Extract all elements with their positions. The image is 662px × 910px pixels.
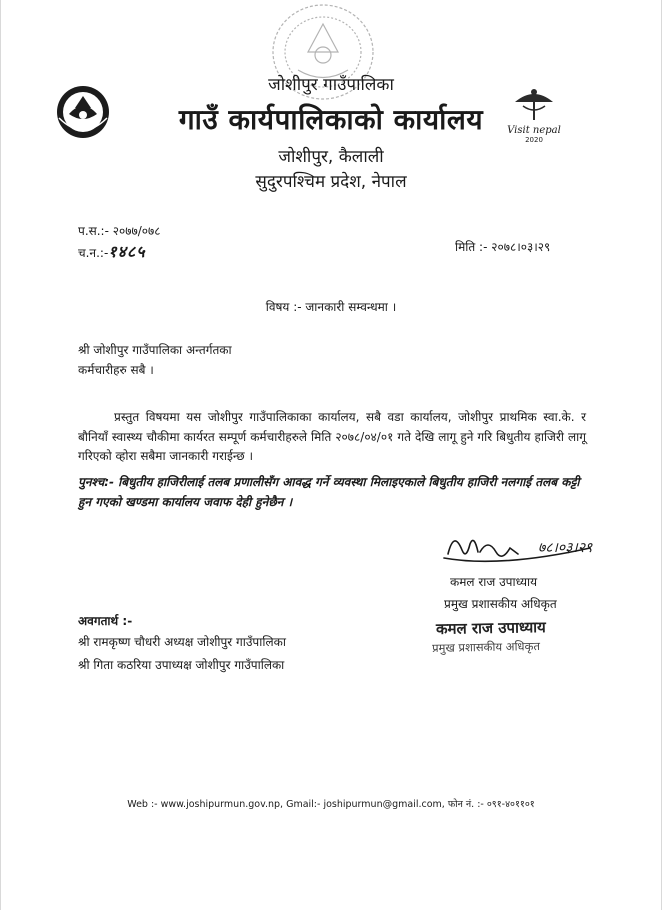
handwritten-signature [440,522,600,574]
cc-item: श्री रामकृष्ण चौधरी अध्यक्ष जोशीपुर गाउँपालिका [78,635,286,649]
dispatch-number [78,240,146,262]
municipality-name: जोशीपुर गाउँपालिका [268,75,394,95]
name-stamp: कमल राज उपाध्याय [435,618,546,638]
province-country: सुदुरपश्चिम प्रदेश, नेपाल [255,172,407,192]
letter-date: मिति :- २०७८।०३।२९ [455,240,551,254]
designation-stamp: प्रमुख प्रशासकीय अधिकृत [431,639,541,655]
body-paragraph [78,408,586,467]
recipient-line-1: श्री जोशीपुर गाउँपालिका अन्तर्गतका [78,343,232,357]
reference-number: प.स.:- २०७७/०७८ [78,224,161,238]
office-location: जोशीपुर, कैलाली [278,147,384,167]
visit-nepal-text: Visit nepal [507,125,561,136]
subject-line: विषय :- जानकारी सम्वन्धमा । [265,300,397,314]
postscript: पुनश्च:- बिधुतीय हाजिरीलाई तलब प्रणालीसँग आवद्ध गर्ने व्यवस्था मिलाइएकाले बिधुतीय हाजिरी नलगाई तलब कट्टी हुन गएको खण्डमा कार्यालय जवाफ देही हुनेछैन । [78,475,580,509]
dispatch-number-handwritten: १४८५ [108,242,146,261]
dispatch-label: च.न.:- [78,246,109,260]
body-paragraph-text: प्रस्तुत विषयमा यस जोशीपुर गाउँपालिकाका कार्यालय, सबै वडा कार्यालय, जोशीपुर प्राथमिक स्वा.के. र बौनियाँ स्वास्थ्य चौकीमा कार्यरत सम्पूर्ण कर्मचारीहरुले मिति २०७८/०४/०१ गते देखि लागू हुने गरि बिधुतीय हाजिरी लागू गरिएको व्होरा सबैमा जानकारी गराईन्छ । [78,410,586,463]
footer-contact: Web :- www.joshipurmun.gov.np, Gmail:- joshipurmun@gmail.com, फोन नं. :- ०९१-४०११०१ [127,799,535,810]
signature-date: ७८।०३।२९ [538,540,593,556]
cc-heading: अवगतार्थ :- [78,614,133,628]
cc-item: श्री गिता कठरिया उपाध्यक्ष जोशीपुर गाउँपालिका [78,658,285,672]
office-title: गाउँ कार्यपालिकाको कार्यालय [178,103,484,136]
signatory-designation: प्रमुख प्रशासकीय अधिकृत [444,597,557,611]
recipient-line-2: कर्मचारीहरु सबै । [78,363,154,377]
signatory-name: कमल राज उपाध्याय [450,575,538,589]
visit-nepal-year: 2020 [525,136,543,144]
